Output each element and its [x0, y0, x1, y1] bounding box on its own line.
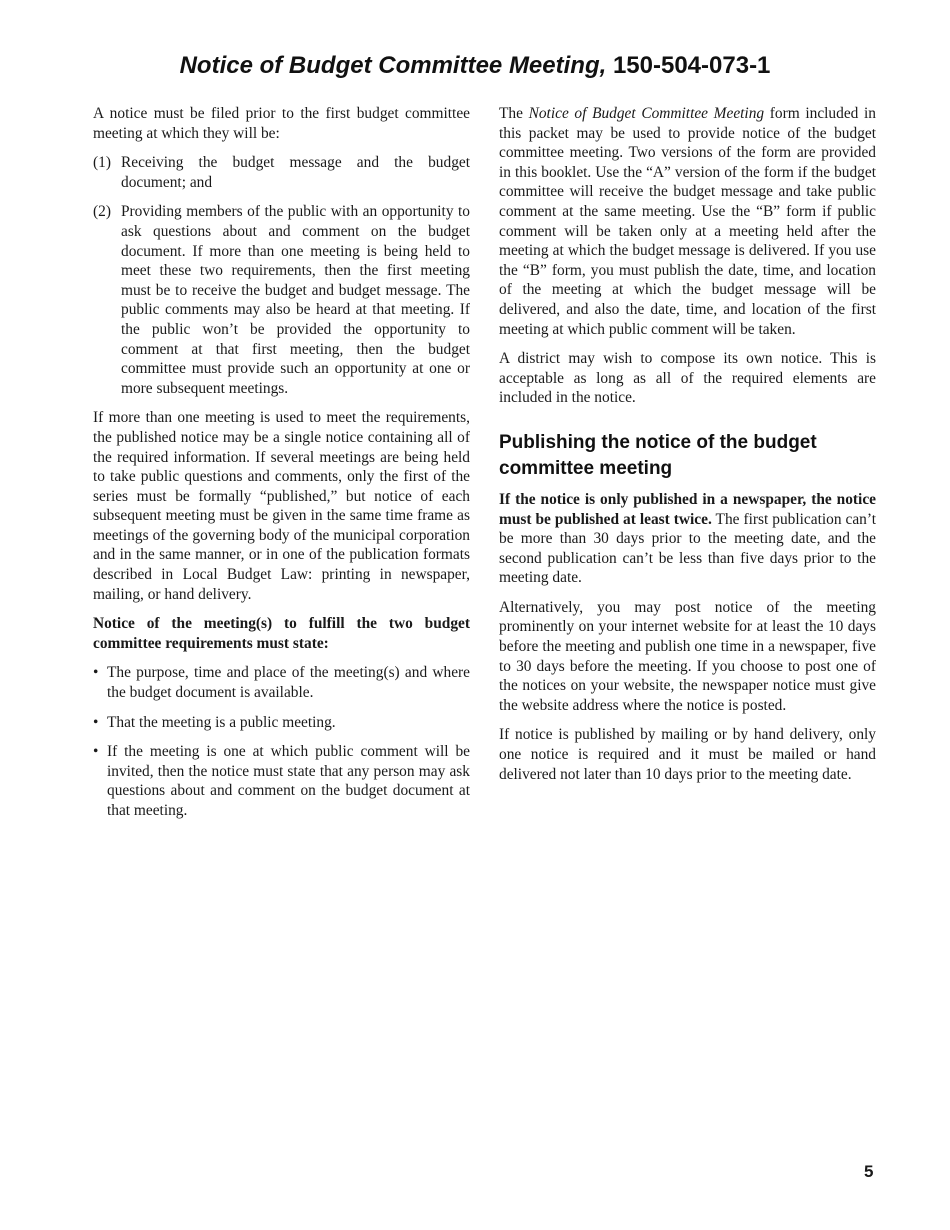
own-notice-paragraph: A district may wish to compose its own notice. This is acceptable as long as all of the required elements are included in the notice. — [499, 350, 876, 407]
numbered-item — [93, 153, 470, 192]
form-usage-paragraph — [499, 104, 876, 339]
item-number: (1) — [93, 154, 111, 172]
bullet-item — [93, 663, 470, 702]
numbered-item — [93, 202, 470, 398]
form-usage-prefix: The — [499, 105, 529, 122]
newspaper-rule-body: The first publication can’t be more than 30 days prior to the meeting date, and the second publication can’t be less than five days prior to the meeting date. — [499, 510, 876, 587]
multiple-meetings-paragraph: If more than one meeting is used to meet the requirements, the published notice may be a single notice containing all of the required information. If several meetings are being held to take public questions and comments, only the first of the series must be formally “published,” but notice of each subsequent meeting must be given in the same time frame as meetings of the governing body of the municipal corporation and in the same manner, or in one of the publication formats described in Local Budget Law: printing in newspaper, mailing, or hand delivery. — [93, 409, 470, 603]
bullet-item — [93, 742, 470, 820]
bullet-list — [93, 663, 470, 820]
bullet-text: That the meeting is a public meeting. — [107, 713, 336, 731]
bullet-icon: • — [93, 713, 99, 731]
bullet-item — [93, 713, 470, 733]
bullet-text: The purpose, time and place of the meeting(s) and where the budget document is available. — [107, 664, 470, 702]
item-text: Receiving the budget message and the budget document; and — [121, 154, 470, 191]
title-form-code: 150-504-073-1 — [612, 52, 771, 79]
numbered-list — [93, 153, 470, 398]
mailing-paragraph: If notice is published by mailing or by hand delivery, only one notice is required and it must be mailed or hand delivered not later than 10 days prior to the meeting date. — [499, 726, 876, 783]
intro-paragraph: A notice must be filed prior to the first budget committee meeting at which they will be: — [93, 105, 470, 142]
section-heading: Publishing the notice of the budget committee meeting — [499, 431, 817, 479]
notice-requirements-lead: Notice of the meeting(s) to fulfill the two budget committee requirements must state: — [93, 615, 470, 652]
page-number: 5 — [864, 1162, 874, 1181]
form-name-italic: Notice of Budget Committee Meeting — [528, 105, 765, 122]
right-column — [499, 104, 876, 794]
newspaper-rule-bold: If the notice is only published in a newspaper, the notice must be published at least twice. — [499, 490, 876, 528]
website-paragraph: Alternatively, you may post notice of the meeting prominently on your internet website for at least the 10 days before the meeting and publish one time in a newspaper, five to 30 days before the meeting. If you choose to post one of the notices on your website, the newspaper notice must give the website address where the notice is posted. — [499, 598, 876, 714]
title-form-name: Notice of Budget Committee Meeting, — [179, 52, 607, 79]
bullet-icon: • — [93, 743, 99, 761]
newspaper-paragraph — [499, 490, 876, 588]
bullet-icon: • — [93, 664, 99, 682]
item-text: Providing members of the public with an opportunity to ask questions about and comment on the budget document. If more than one meeting is being held to meet these two requirements, then the first meeting must be to receive the budget and budget message. The public comments may also be heard at that meeting. If the public won’t be provided the opportunity to comment at that first meeting, then the budget committee must provide such an opportunity at one or more subsequent meetings. — [121, 203, 470, 397]
left-column — [93, 104, 470, 831]
item-number: (2) — [93, 203, 111, 221]
page-title — [0, 52, 950, 80]
form-usage-body: form included in this packet may be used to provide notice of the budget committee meeting. Two versions of the form are provided in this booklet. Use the “A” version of the form if the budget committee will receive the budget message and take public comment at the same meeting. Use the “B” form if public comment will be taken only at a meeting held after the meeting at which the budget message is delivered. If you use the “B” form, you must publish the date, time, and location of the meeting at which the budget message will be delivered, and also the date, time, and location of the first meeting at which public comment will be taken. — [499, 105, 876, 338]
bullet-text: If the meeting is one at which public comment will be invited, then the notice must state that any person may ask questions about and comment on the budget document at that meeting. — [107, 743, 470, 819]
